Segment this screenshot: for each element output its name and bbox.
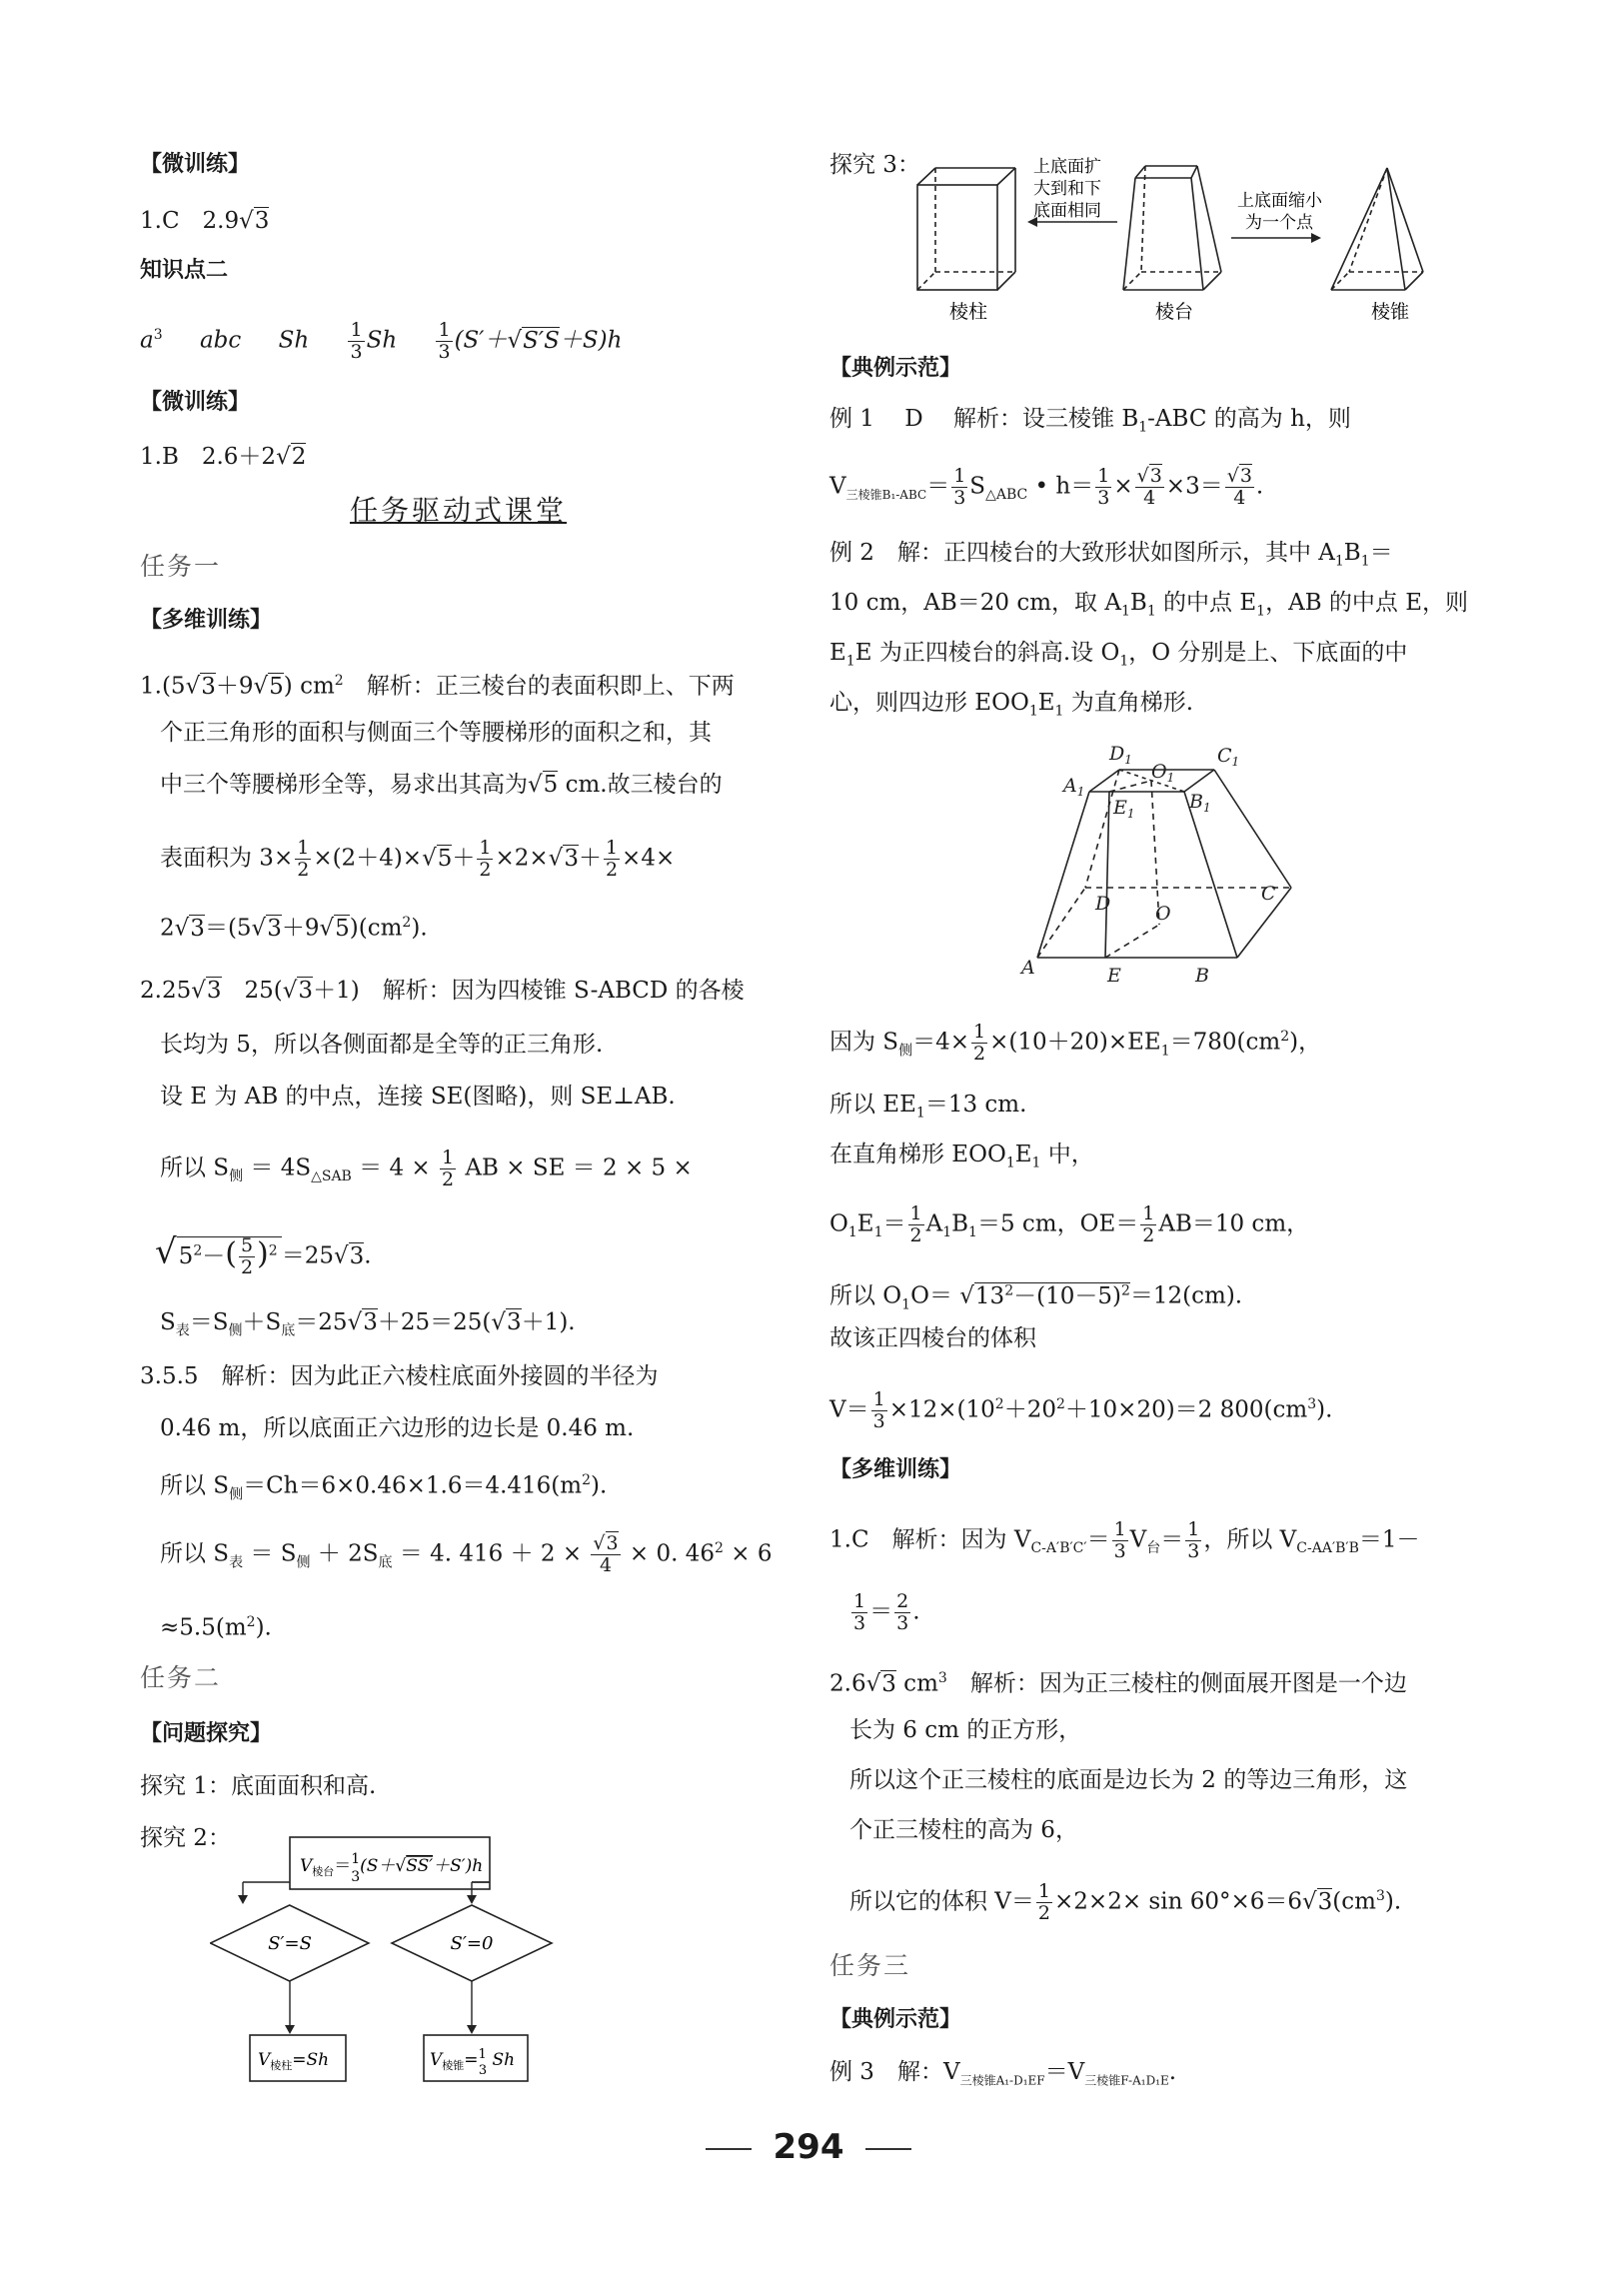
flow-prism-formula: $V_{棱柱}=Sh$ bbox=[258, 2050, 330, 2072]
example-3-line-1: 例 3 解：$V_{三棱锥A_1-D_1EF}=V_{三棱锥F-A_1D_1E}$. bbox=[829, 2059, 1177, 2088]
heading-typical-example-2: 【典例示范】 bbox=[829, 2007, 962, 2032]
prism-figure bbox=[917, 168, 1015, 290]
multi-2-problem-1-line-1: 1.C 解析：因为 $V_{C-A'B'C'}=$ $\frac{1}{3}$ $V_台=$ $\frac{1}{3}$ ，所以 $V_{C-AA'B'B}=1-$ bbox=[829, 1518, 1420, 1562]
arrow-right-line-2: 为一个点 bbox=[1245, 213, 1313, 233]
heading-micro-training-1: 【微训练】 bbox=[140, 152, 251, 177]
problem-3-line-2: 0.46 m，所以底面正六边形的边长是 0.46 m. bbox=[160, 1415, 635, 1441]
example-2-line-4: 心，则四边形 $EOO_1E_1$ 为直角梯形. bbox=[829, 690, 1194, 720]
solids-diagram bbox=[899, 150, 1459, 330]
problem-1-line-2: 个正三角形的面积与侧面三个等腰梯形的面积之和，其 bbox=[160, 720, 712, 746]
label-e1: $E_1$ bbox=[1113, 797, 1135, 821]
heading-multi-training-1: 【多维训练】 bbox=[140, 608, 273, 633]
problem-2-line-5: $√5^2-$( $\frac{5}{2}$ )$^2$ ＝25√3. bbox=[155, 1231, 372, 1279]
label-o1: $O_1$ bbox=[1151, 761, 1175, 785]
problem-3-line-5: $\approx 5.5(m^2)$. bbox=[160, 1614, 272, 1641]
example-2-line-11: V＝ $\frac{1}{3}$ $\times 12\times(10^2+20^2+10\times 20)=2$ $800(cm^3)$. bbox=[829, 1388, 1333, 1433]
flow-top-formula: $V_{棱台}=^1$ 3(S＋√SS′＋S′)h bbox=[300, 1851, 484, 1885]
example-2-line-9: 所以 $O_1O= √13^2-(10-5)^2=12(cm)$. bbox=[829, 1282, 1243, 1313]
label-c: C bbox=[1261, 883, 1276, 905]
knowledge-point-2: 知识点二 bbox=[140, 258, 229, 283]
problem-3-line-4: 所以 $S_表 = S_侧 + 2S_底 = 4$. 416 ＋ 2 × $\frac{√3}{4}$ × 0. $46^2 \times 6$ bbox=[160, 1532, 773, 1577]
example-2-line-8: $O_1E_1=$ $\frac{1}{2}$ $A_1B_1=5$ cm，OE＝ $\frac{1}{2}$ AB＝10 cm， bbox=[829, 1202, 1310, 1246]
problem-1-line-3: 中三个等腰梯形全等，易求出其高为√5 cm.故三棱台的 bbox=[160, 772, 723, 798]
volume-flowchart bbox=[210, 1827, 590, 2097]
label-b1: $B_1$ bbox=[1189, 791, 1211, 815]
explore-3-label: 探究 3： bbox=[829, 152, 920, 178]
flow-diamond-1-label: S′=S bbox=[268, 1933, 312, 1954]
task-one-heading: 任务一 bbox=[140, 552, 222, 581]
page-number: 294 bbox=[0, 2127, 1617, 2167]
frustum-figure bbox=[1123, 166, 1221, 290]
heading-problem-explore: 【问题探究】 bbox=[140, 1721, 273, 1746]
volume-formulas: $a^3$ abc Sh $\frac{1}{3}$ Sh $\frac{1}{3}$ (S′＋√S′S＋S)h bbox=[140, 319, 623, 364]
section-title: 任务驱动式课堂 bbox=[350, 494, 568, 527]
label-frustum: 棱台 bbox=[1155, 301, 1194, 323]
label-d1: $D_1$ bbox=[1109, 743, 1132, 767]
example-2-line-2: 10 cm，AB＝20 cm，取 $A_1B_1$ 的中点 $E_1$，AB 的中点 E，则 bbox=[829, 590, 1469, 620]
multi-2-problem-1-line-2: $\frac{1}{3}$ ＝ $\frac{2}{3}$ . bbox=[853, 1590, 920, 1634]
label-c1: $C_1$ bbox=[1217, 745, 1240, 769]
multi-2-problem-2-line-3: 所以这个正三棱柱的底面是边长为 2 的等边三角形，这 bbox=[849, 1767, 1408, 1793]
explore-2-label: 探究 2： bbox=[140, 1825, 231, 1851]
example-2-line-3: $E_1E$ 为正四棱台的斜高.设 $O_1$，O 分别是上、下底面的中 bbox=[829, 640, 1408, 670]
problem-2-line-3: 设 E 为 AB 的中点，连接 SE(图略)，则 SE⊥AB. bbox=[160, 1084, 676, 1110]
micro-training-1-answer: 1.C 2.9√3 bbox=[140, 208, 270, 234]
explore-1: 探究 1：底面面积和高. bbox=[140, 1773, 377, 1799]
multi-2-problem-2-line-1: 2.6√3 $cm^3$ 解析：因为正三棱柱的侧面展开图是一个边 bbox=[829, 1670, 1407, 1697]
example-2-line-5: 因为 $S_侧=4\times$ $\frac{1}{2}$ $\times(10+20)\times EE_1=780(cm^2)$， bbox=[829, 1021, 1322, 1066]
label-pyramid: 棱锥 bbox=[1371, 301, 1410, 323]
problem-3-line-3: 所以 $S_侧=Ch=6\times 0.46\times 1.6=4.416(m^2)$. bbox=[160, 1472, 608, 1503]
problem-2-line-4: 所以 $S_侧 = 4S_{\triangle SAB} = 4$ × $\frac{1}{2}$ AB × SE ＝ 2 × 5 × bbox=[160, 1147, 693, 1190]
label-a1: $A_1$ bbox=[1063, 775, 1085, 799]
example-2-line-6: 所以 $EE_1=13$ cm. bbox=[829, 1092, 1027, 1122]
example-2-line-10: 故该正四棱台的体积 bbox=[829, 1325, 1036, 1351]
arrow-left-line-3: 底面相同 bbox=[1033, 201, 1101, 221]
example-1-line-1: 例 1 D 解析：设三棱锥 $B_1$-ABC 的高为 h，则 bbox=[829, 406, 1351, 436]
label-d: D bbox=[1095, 893, 1111, 915]
problem-1-line-4: 表面积为 3× $\frac{1}{2}$ ×(2＋4)×√5＋ $\frac{1}{2}$ ×2×√3＋ $\frac{1}{2}$ ×4× bbox=[160, 837, 676, 881]
label-o: O bbox=[1155, 903, 1171, 925]
task-three-heading: 任务三 bbox=[829, 1951, 911, 1980]
task-two-heading: 任务二 bbox=[140, 1663, 222, 1692]
problem-2-line-6: $S_表=S_侧+S_底=25√3+25=25(√3+1)$. bbox=[160, 1309, 576, 1339]
problem-1-line-1: 1.(5√3＋9√5) $cm^2$ 解析：正三棱台的表面积即上、下两 bbox=[140, 673, 735, 700]
regular-frustum-figure bbox=[1009, 730, 1309, 1000]
pyramid-figure bbox=[1331, 168, 1423, 290]
problem-2-line-1: 2.25√3 25(√3＋1) 解析：因为四棱锥 S-ABCD 的各棱 bbox=[140, 978, 745, 1004]
label-e: E bbox=[1107, 965, 1121, 987]
label-a: A bbox=[1021, 957, 1035, 979]
heading-micro-training-2: 【微训练】 bbox=[140, 390, 251, 415]
multi-2-problem-2-line-5: 所以它的体积 V＝ $\frac{1}{2}$ $\times 2\times 2\times \sin 60^\circ\times 6=6√3(cm^3)$. bbox=[849, 1880, 1402, 1925]
multi-2-problem-2-line-4: 个正三棱柱的高为 6， bbox=[849, 1817, 1078, 1843]
heading-multi-training-2: 【多维训练】 bbox=[829, 1457, 962, 1482]
example-1-line-2: $V_{三棱锥B_1-ABC}=$ $\frac{1}{3}$ $S_{\triangle ABC}$ • h＝ $\frac{1}{3}$ × $\frac{√3}{4}$ ×3＝ $\frac{√3}{4}$ . bbox=[829, 465, 1264, 509]
arrow-left-line-1: 上底面扩 bbox=[1033, 157, 1101, 177]
label-b: B bbox=[1195, 965, 1209, 987]
micro-training-2-answer: 1.B 2.6＋2√2 bbox=[140, 444, 307, 470]
flow-pyramid-formula: $V_{棱锥}=^1$ 3 Sh bbox=[430, 2047, 516, 2078]
example-2-line-7: 在直角梯形 $EOO_1E_1$ 中， bbox=[829, 1142, 1094, 1171]
problem-1-line-5: $2√3=(5√3+9√5)(cm^2)$. bbox=[160, 915, 428, 942]
flow-diamond-2-label: S′=0 bbox=[450, 1933, 494, 1954]
label-prism: 棱柱 bbox=[949, 301, 988, 323]
arrow-left-line-2: 大到和下 bbox=[1033, 179, 1101, 199]
problem-3-line-1: 3.5.5 解析：因为此正六棱柱底面外接圆的半径为 bbox=[140, 1363, 659, 1389]
multi-2-problem-2-line-2: 长为 6 cm 的正方形， bbox=[849, 1717, 1082, 1743]
arrow-right-line-1: 上底面缩小 bbox=[1237, 191, 1322, 211]
example-2-line-1: 例 2 解：正四棱台的大致形状如图所示，其中 $A_1B_1=$ bbox=[829, 540, 1393, 570]
heading-typical-example-1: 【典例示范】 bbox=[829, 356, 962, 381]
problem-2-line-2: 长均为 5，所以各侧面都是全等的正三角形. bbox=[160, 1032, 604, 1058]
